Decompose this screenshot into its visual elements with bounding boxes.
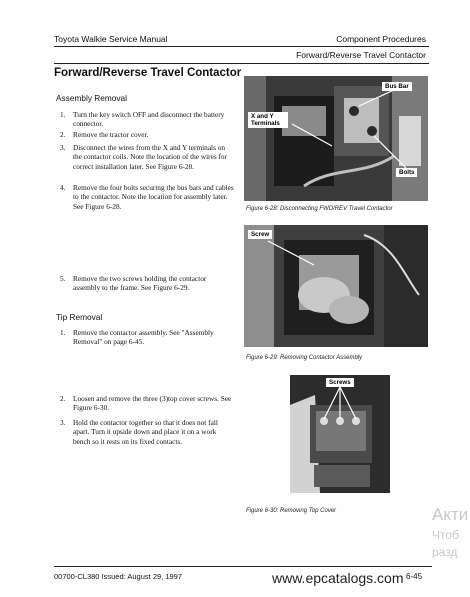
footer-rule bbox=[54, 566, 432, 567]
assembly-step-4: 4. Remove the four bolts securing the bus bars and cables to the contactor. Note the location for assembly later. See Figure 6-28. bbox=[60, 183, 234, 211]
top-cover-illustration bbox=[290, 375, 390, 493]
assembly-step-3: 3. Disconnect the wires from the X and Y terminals on the contactor coils. Note the location of the wires for correct installation later. See Figure 6-28. bbox=[60, 143, 227, 171]
figure-6-28-caption: Figure 6-28: Disconnecting FWD/REV Travel Contactor bbox=[246, 206, 393, 212]
header-rule bbox=[54, 46, 429, 47]
assembly-step-5: 5. Remove the two screws holding the contactor assembly to the frame. See Figure 6-29. bbox=[60, 274, 207, 293]
tip-step-2: 2. Loosen and remove the three (3)top cover screws. See Figure 6-30. bbox=[60, 394, 232, 413]
figure-6-30-photo bbox=[290, 375, 390, 493]
callout-xy-terminals: X and Y Terminals bbox=[248, 112, 288, 128]
overlay-line-1: Акти bbox=[432, 505, 469, 524]
callout-bus-bar: Bus Bar bbox=[382, 82, 412, 91]
tip-step-1: 1. Remove the contactor assembly. See "Assembly Removal" on page 6-45. bbox=[60, 328, 214, 347]
header-manual-title: Toyota Walkie Service Manual bbox=[54, 34, 168, 44]
footer-watermark: www.epcatalogs.com bbox=[272, 570, 404, 586]
header-section-title: Component Procedures bbox=[336, 34, 426, 44]
contactor-removal-illustration bbox=[244, 225, 428, 347]
figure-6-30-caption: Figure 6-30: Removing Top Cover bbox=[246, 508, 337, 514]
footer-page-number: 6-45 bbox=[406, 572, 423, 581]
tip-removal-heading: Tip Removal bbox=[56, 312, 103, 322]
callout-screws: Screws bbox=[326, 378, 354, 387]
assembly-step-2: 2. Remove the tractor cover. bbox=[60, 130, 149, 139]
overlay-line-2: Чтоб bbox=[432, 528, 459, 542]
contactor-photo-illustration bbox=[244, 76, 428, 201]
header-subsection: Forward/Reverse Travel Contactor bbox=[296, 50, 426, 60]
tip-step-3: 3. Hold the contactor together so that it does not fall apart. Turn it upside down and place it on a work bench so it rests on its fixed contacts. bbox=[60, 418, 218, 446]
section-title: Forward/Reverse Travel Contactor bbox=[54, 67, 242, 79]
figure-6-28-photo bbox=[244, 76, 428, 201]
figure-6-29-caption: Figure 6-29: Removing Contactor Assembly bbox=[246, 355, 363, 361]
assembly-step-1: 1. Turn the key switch OFF and disconnect the battery connector. bbox=[60, 110, 225, 129]
overlay-line-3: разд bbox=[432, 545, 458, 559]
assembly-removal-heading: Assembly Removal bbox=[56, 93, 128, 103]
header-rule-2 bbox=[54, 63, 429, 64]
callout-screw: Screw bbox=[248, 230, 272, 239]
footer-issue: 00700-CL380 Issued: August 29, 1997 bbox=[54, 572, 183, 581]
callout-bolts: Bolts bbox=[396, 168, 417, 177]
figure-6-29-photo bbox=[244, 225, 428, 347]
